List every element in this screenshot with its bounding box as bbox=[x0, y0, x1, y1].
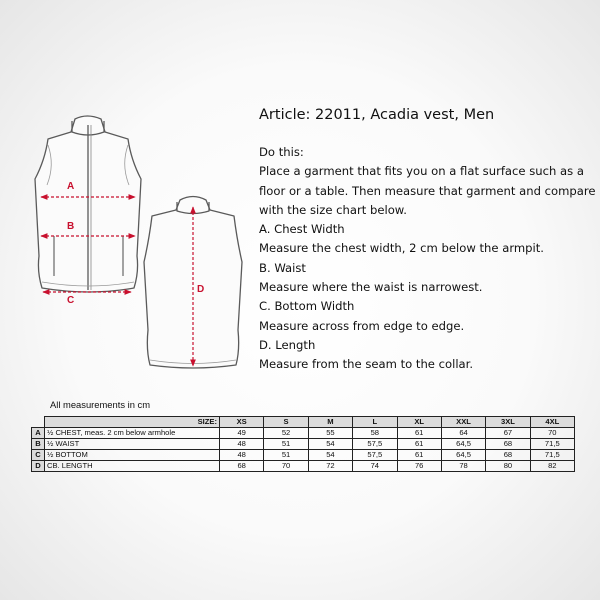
measurement-name: ½ WAIST bbox=[45, 439, 220, 450]
instruction-line: Do this: bbox=[259, 145, 304, 159]
row-letter: B bbox=[32, 439, 45, 450]
label-d: D bbox=[197, 284, 205, 295]
article-title: Article: 22011, Acadia vest, Men bbox=[259, 107, 495, 123]
size-4xl: 4XL bbox=[530, 417, 574, 428]
table-row bbox=[32, 428, 575, 439]
label-c: C bbox=[67, 295, 75, 306]
table-cell: 76 bbox=[397, 461, 441, 472]
table-cell: 72 bbox=[308, 461, 352, 472]
table-cell: 57,5 bbox=[353, 439, 397, 450]
label-a: A bbox=[67, 181, 75, 192]
table-cell: 55 bbox=[308, 428, 352, 439]
instruction-line: A. Chest Width bbox=[259, 222, 345, 237]
size-s: S bbox=[264, 417, 308, 428]
size-m: M bbox=[308, 417, 352, 428]
instruction-line: Measure across from edge to edge. bbox=[259, 318, 465, 333]
table-cell: 51 bbox=[264, 450, 308, 461]
measurement-unit-note: All measurements in cm bbox=[50, 399, 151, 410]
measurement-name: CB. LENGTH bbox=[45, 461, 220, 472]
size-3xl: 3XL bbox=[486, 417, 530, 428]
table-cell: 64,5 bbox=[441, 450, 485, 461]
table-cell: 54 bbox=[308, 450, 352, 461]
table-cell: 48 bbox=[220, 450, 264, 461]
instruction-line: with the size chart below. bbox=[259, 202, 407, 217]
table-cell: 71,5 bbox=[530, 439, 574, 450]
table-cell: 68 bbox=[486, 450, 530, 461]
size-xxl: XXL bbox=[441, 417, 485, 428]
table-cell: 68 bbox=[220, 461, 264, 472]
table-cell: 61 bbox=[397, 428, 441, 439]
table-row bbox=[32, 439, 575, 450]
table-cell: 70 bbox=[530, 428, 574, 439]
table-row bbox=[32, 461, 575, 472]
table-cell: 58 bbox=[353, 428, 397, 439]
table-cell: 71,5 bbox=[530, 450, 574, 461]
instruction-line: Place a garment that fits you on a flat surface such as a bbox=[259, 164, 584, 179]
table-cell: 49 bbox=[220, 428, 264, 439]
row-letter: A bbox=[32, 428, 45, 439]
table-cell: 54 bbox=[308, 439, 352, 450]
instruction-line: D. Length bbox=[259, 337, 316, 352]
instruction-line: Measure the chest width, 2 cm below the armpit. bbox=[259, 241, 544, 256]
size-chart-table bbox=[31, 416, 575, 472]
table-cell: 52 bbox=[264, 428, 308, 439]
size-xs: XS bbox=[220, 417, 264, 428]
table-cell: 67 bbox=[486, 428, 530, 439]
label-b: B bbox=[67, 221, 75, 232]
size-header-label: SIZE: bbox=[45, 417, 220, 428]
table-cell: 48 bbox=[220, 439, 264, 450]
table-cell: 64,5 bbox=[441, 439, 485, 450]
instruction-line: C. Bottom Width bbox=[259, 299, 355, 314]
instruction-line: Measure where the waist is narrowest. bbox=[259, 280, 483, 295]
measurement-name: ½ CHEST, meas. 2 cm below armhole bbox=[45, 428, 220, 439]
table-header-row bbox=[32, 417, 575, 428]
table-cell: 51 bbox=[264, 439, 308, 450]
table-cell: 78 bbox=[441, 461, 485, 472]
size-xl: XL bbox=[397, 417, 441, 428]
instruction-line: floor or a table. Then measure that garment and compare bbox=[259, 183, 596, 198]
table-cell: 61 bbox=[397, 450, 441, 461]
vest-diagram bbox=[0, 0, 260, 385]
table-cell: 64 bbox=[441, 428, 485, 439]
measurement-name: ½ BOTTOM bbox=[45, 450, 220, 461]
row-letter: D bbox=[32, 461, 45, 472]
table-cell: 68 bbox=[486, 439, 530, 450]
row-letter: C bbox=[32, 450, 45, 461]
table-cell: 57,5 bbox=[353, 450, 397, 461]
table-cell: 61 bbox=[397, 439, 441, 450]
table-cell: 82 bbox=[530, 461, 574, 472]
table-cell: 70 bbox=[264, 461, 308, 472]
vest-front-view bbox=[35, 116, 141, 292]
measurement-instructions bbox=[259, 143, 594, 375]
table-cell: 80 bbox=[486, 461, 530, 472]
table-row bbox=[32, 450, 575, 461]
instruction-line: B. Waist bbox=[259, 260, 306, 275]
instruction-line: Measure from the seam to the collar. bbox=[259, 357, 474, 372]
table-cell: 74 bbox=[353, 461, 397, 472]
size-l: L bbox=[353, 417, 397, 428]
